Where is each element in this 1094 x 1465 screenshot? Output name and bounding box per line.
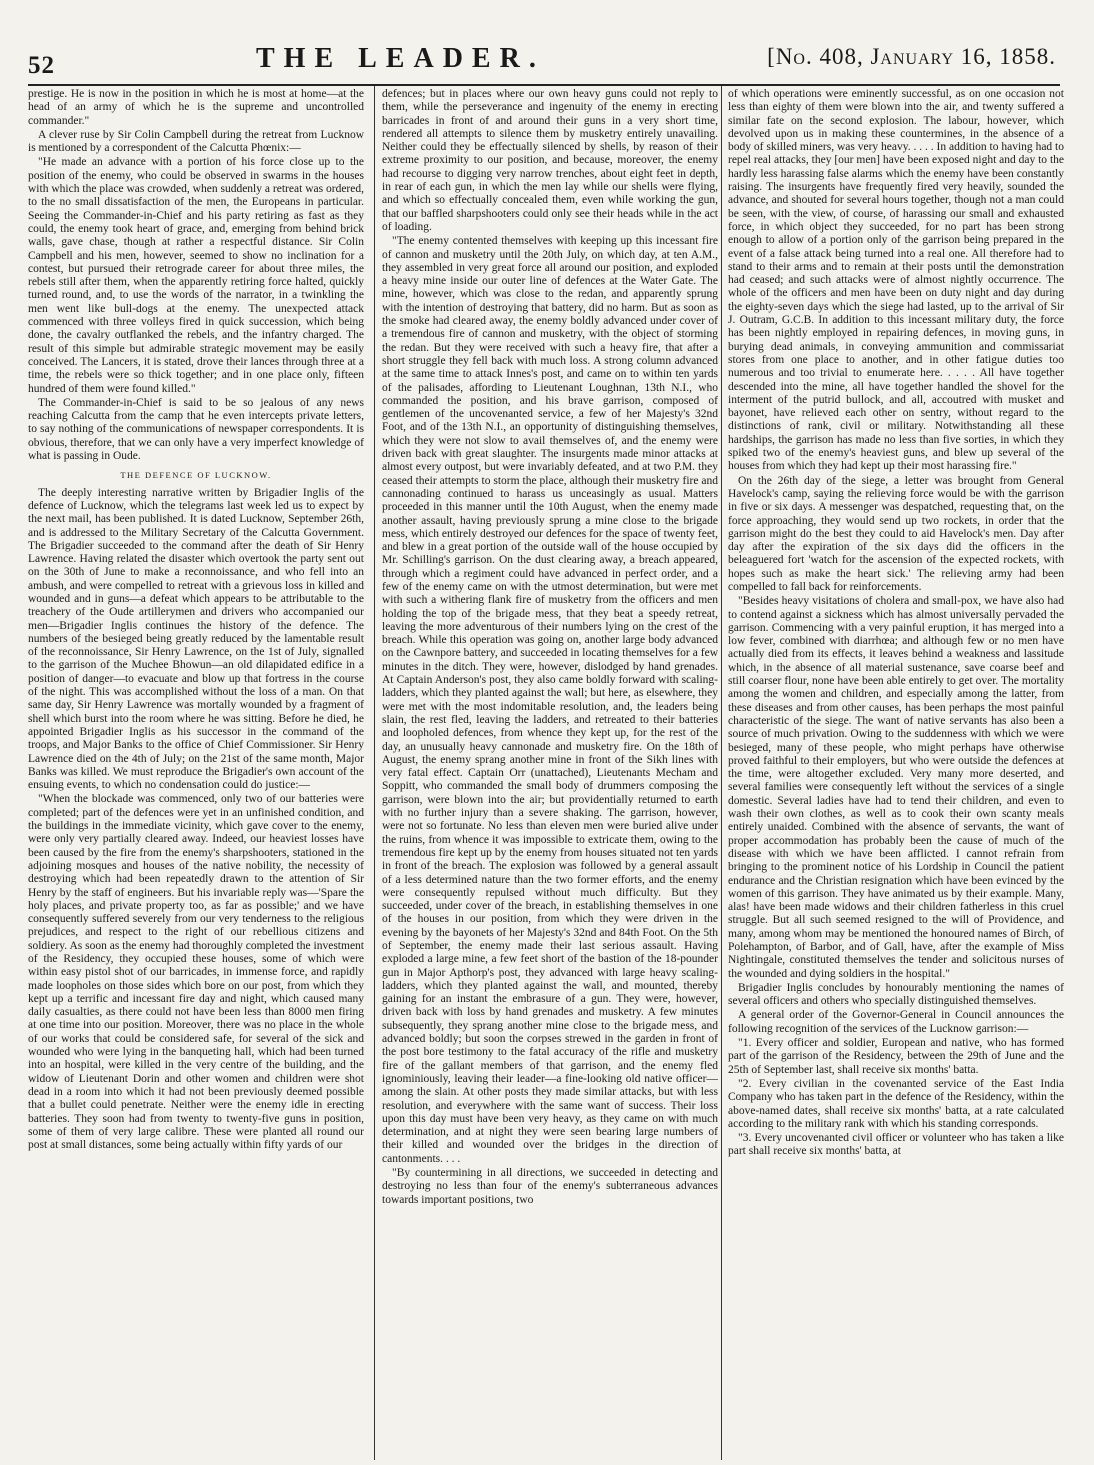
paragraph: "The enemy contented themselves with keeping up this incessant fire of cannon and musketry until the 20th July, on which day, at ten A.M., they assembled in very great force all around our position, and exploded a heavy mine inside our outer line of defences at the Water Gate. The mine, however, which was close to the redan, and apparently sprung with the intention of destroying that battery, did no harm. But as soon as the smoke had cleared away, the enemy boldly advanced under cover of a tremendous fire of cannon and musketry, with the object of storming the redan. But they were received with such a heavy fire, that after a short struggle they fell back with much loss. A strong column advanced at the same time to attack Innes's post, and came on to within ten yards of the palisades, affording to Lieutenant Loughnan, 13th N.I., who commanded the position, and his brave garrison, composed of gentlemen of the uncovenanted service, a few of her Majesty's 32nd Foot, and of the 13th N.I., an opportunity of distinguishing themselves, which they were not slow to avail themselves of, and the enemy were driven back with great slaughter. The insurgents made minor attacks at almost every outpost, but were invariably defeated, and at two P.M. they ceased their attempts to storm the place, although their musketry fire and cannonading continued to harass us unceasingly as usual. Matters proceeded in this manner until the 10th August, when the enemy made another assault, having previously sprung a mine close to the brigade mess, which entirely destroyed our defences for the space of twenty feet, and blew in a great portion of the outside wall of the house occupied by Mr. Schilling's garrison. On the dust clearing away, a breach appeared, through which a regiment could have advanced in perfect order, and a few of the enemy came on with the utmost determination, but were met with such a withering flank fire of musketry from the officers and men holding the top of the brigade mess, that they beat a speedy retreat, leaving the more adventurous of their numbers lying on the crest of the breach. While this operation was going on, another large body advanced on the Cawnpore battery, and succeeded in locating themselves for a few minutes in the ditch. They were, however, dislodged by hand grenades. At Captain Anderson's post, they also came boldly forward with scaling-ladders, which they planted against the wall; but here, as elsewhere, they were met with the most indomitable resolution, and, the leaders being slain, the rest fled, leaving the ladders, and retreated to their batteries and loopholed defences, from whence they kept up, for the rest of the day, an unusually heavy cannonade and musketry fire. On the 18th of August, the enemy sprang another mine in front of the Sikh lines with very fatal effect. Captain Orr (unattached), Lieutenants Mecham and Soppitt, who commanded the small body of drummers composing the garrison, were blown into the air; but providentially returned to earth with no further injury than a severe shaking. The garrison, however, were not so fortunate. No less than eleven men were buried alive under the ruins, from whence it was impossible to extricate them, owing to the tremendous fire kept up by the enemy from houses situated not ten yards in front of the breach. The explosion was followed by a general assault of a less determined nature than the two former efforts, and the enemy were consequently repulsed without much difficulty. But they succeeded, under cover of the breach, in establishing themselves in one of the houses in our position, from which they were driven in the evening by the bayonets of her Majesty's 32nd and 84th Foot. On the 5th of September, the enemy made their last serious assault. Having exploded a large mine, a few feet short of the bastion of the 18-pounder gun in Major Apthorp's post, they advanced with large heavy scaling-ladders, which they planted against the wall, and mounted, thereby gaining for an instant the embrasure of a gun. They were, however, driven back with loss by hand grenades and musketry. A few minutes subsequently, they sprang another mine close to the brigade mess, and advanced boldly; but soon the corpses strewed in the garden in front of the post bore testimony to the fatal accuracy of the rifle and musketry fire of the gallant members of that garrison, and the enemy fled ignominiously, leaving their leader—a fine-looking old native officer—among the slain. At other posts they made similar attacks, but with less resolution, and everywhere with the same want of success. Their loss upon this day must have been very heavy, as they came on with much determination, and at night they were seen bearing large numbers of their killed and wounded over the bridges in the direction of cantonments. . . . xyxy=(382,235,718,1165)
paragraph: A general order of the Governor-General in Council announces the following recognition of the services of the Lucknow garrison:— xyxy=(728,1009,1064,1035)
page-header xyxy=(28,38,1064,82)
paragraph: defences; but in places where our own heavy guns could not reply to them, while the perseverance and ingenuity of the enemy in erecting barricades in front of and around their guns in a very short time, rendered all attempts to silence them by musketry entirely unavailing. Neither could they be effectually silenced by shells, by reason of their extreme proximity to our position, and because, moreover, the enemy had recourse to digging very narrow trenches, about eight feet in depth, in rear of each gun, in which the men lay while our shells were flying, and which so effectually concealed them, even while working the gun, that our baffled sharpshooters could only see their heads while in the act of loading. xyxy=(382,88,718,233)
section-heading: THE DEFENCE OF LUCKNOW. xyxy=(120,470,272,481)
column-divider-2 xyxy=(721,86,722,1460)
paragraph: The deeply interesting narrative written by Brigadier Inglis of the defence of Lucknow, which the telegrams last week led us to expect by the next mail, has been published. It is dated Lucknow, September 26th, and is addressed to the Military Secretary of the Calcutta Government. The Brigadier succeeded to the command after the death of Sir Henry Lawrence. Having related the disaster which overtook the party sent out on the 30th of June to make a reconnoissance, and who fell into an ambush, and were compelled to retreat with a grievous loss in killed and wounded and in guns—a defeat which appears to be attributable to the treachery of the Oude artillerymen and drivers who accompanied our men—Brigadier Inglis continues the history of the defence. The numbers of the besieged being greatly reduced by the lamentable result of the reconnoissance, Sir Henry Lawrence, on the 1st of July, signalled to the garrison of the Muchee Bhowun—an old dilapidated edifice in a position of danger—to evacuate and blow up that fortress in the course of the night. This was accomplished without the loss of a man. On that same day, Sir Henry Lawrence was mortally wounded by a fragment of shell which burst into the room where he was sitting. Before he died, he appointed Brigadier Inglis as his successor in the command of the troops, and Major Banks to the office of Chief Commissioner. Sir Henry Lawrence died on the 4th of July; on the 21st of the same month, Major Banks was killed. We must reproduce the Brigadier's own account of the ensuing events, to which no condensation could do justice:— xyxy=(28,486,364,792)
paragraph: "He made an advance with a portion of his force close up to the position of the enemy, who could be observed in swarms in the houses with which the place was crowded, when suddenly a retreat was ordered, to the no small dissatisfaction of the men, the Europeans in particular. Seeing the Commander-in-Chief and his party retiring as fast as they could, the enemy took heart of grace, and, emerging from behind brick walls, gave chase, though at rather a respectful distance. Sir Colin Campbell and his men, however, seemed to show no inclination for a contest, but pursued their retrograde career for about three miles, the rebels still after them, when the apparently retiring force halted, quickly turned round, and, to use the words of the narrator, in a twinkling the men went like bull-dogs at the enemy. The unexpected attack commenced with three volleys fired in quick succession, which being done, the cavalry outflanked the rebels, and the infantry charged. The result of this simple but admirable strategic movement may be easily conceived. The Lancers, it is stated, drove their lances through three at a time, the rebels were so thick together; and in one place only, fifteen hundred of them were found killed." xyxy=(28,156,364,395)
page-number: 52 xyxy=(28,52,55,79)
paragraph: prestige. He is now in the position in which he is most at home—at the head of an army of which he is the supreme and uncontrolled commander." xyxy=(28,88,364,127)
paragraph: "Besides heavy visitations of cholera and small-pox, we have also had to contend against a sickness which has almost universally pervaded the garrison. Commencing with a very painful eruption, it has merged into a low fever, combined with diarrhœa; and although few or no men have actually died from its effects, it leaves behind a weakness and lassitude which, in the absence of all material sustenance, save coarse beef and still coarser flour, none have been able entirely to get over. The mortality among the women and children, and especially among the latter, from these diseases and from other causes, has been perhaps the most painful characteristic of the siege. The want of native servants has also been a source of much privation. Owing to the suddenness with which we were besieged, many of these people, who might perhaps have otherwise proved faithful to their employers, but who were outside the defences at the time, were altogether excluded. Very many more deserted, and several families were consequently left without the services of a single domestic. Several ladies have had to tend their children, and even to wash their own clothes, as well as to cook their own scanty meals entirely unaided. Combined with the absence of servants, the want of proper accommodation has probably been the cause of much of the disease with which we have been afflicted. I cannot refrain from bringing to the prominent notice of his Lordship in Council the patient endurance and the Christian resignation which have been evinced by the women of this garrison. They have animated us by their example. Many, alas! have been made widows and their children fatherless in this cruel struggle. But all such seemed resigned to the will of Providence, and many, among whom may be mentioned the honoured names of Birch, of Polehampton, of Barbor, and of Gall, have, after the example of Miss Nightingale, constituted themselves the tender and solicitous nurses of the wounded and dying soldiers in the hospital." xyxy=(728,595,1064,980)
column-1 xyxy=(28,88,364,1460)
paragraph: The Commander-in-Chief is said to be so jealous of any news reaching Calcutta from the camp that he even intercepts private letters, to say nothing of the communications of newspaper correspondents. It is obvious, therefore, that we can only have a very imperfect knowledge of what is passing in Oude. xyxy=(28,396,364,463)
paragraph: of which operations were eminently successful, as on one occasion not less than eighty of them were blown into the air, and twenty suffered a similar fate on the second explosion. The labour, however, which devolved upon us in making these countermines, in the absence of a body of skilled miners, was very heavy. . . . . In addition to having had to repel real attacks, they [our men] have been exposed night and day to the hardly less harassing false alarms which the enemy have been constantly raising. The insurgents have frequently fired very heavily, sounded the advance, and shouted for several hours together, though not a man could be seen, with the view, of course, of harassing our small and exhausted force, in which object they succeeded, for no part has been strong enough to allow of a portion only of the garrison being prepared in the event of a false attack being turned into a real one. All therefore had to stand to their arms and to remain at their posts until the demonstration had ceased; and such attacks were of almost nightly occurrence. The whole of the officers and men have been on duty night and day during the eighty-seven days which the siege had lasted, up to the arrival of Sir J. Outram, G.C.B. In addition to this incessant military duty, the force has been nightly employed in repairing defences, in moving guns, in burying dead animals, in conveying ammunition and commissariat stores from one place to another, and in other fatigue duties too numerous and too trivial to enumerate here. . . . . All have together descended into the mine, all have together handled the shovel for the interment of the putrid bullock, and all, accoutred with musket and bayonet, have relieved each other on sentry, without regard to the distinctions of rank, civil or military. Notwithstanding all these hardships, the garrison has made no less than five sorties, in which they spiked two of the enemy's heaviest guns, and blew up several of the houses from which they had kept up their most harassing fire." xyxy=(728,88,1064,473)
header-rule xyxy=(28,84,1060,86)
masthead-title: THE LEADER. xyxy=(256,43,545,74)
paragraph: Brigadier Inglis concludes by honourably mentioning the names of several officers and others who specially distinguished themselves. xyxy=(728,981,1064,1008)
paragraph: "By countermining in all directions, we succeeded in detecting and destroying no less than four of the enemy's subterraneous advances towards important positions, two xyxy=(382,1167,718,1206)
paragraph: "1. Every officer and soldier, European and native, who has formed part of the garrison of the Residency, between the 29th of June and the 25th of September last, shall receive six months' batta. xyxy=(728,1037,1064,1076)
issue-line: [No. 408, January 16, 1858. xyxy=(767,44,1056,69)
paragraph: "When the blockade was commenced, only two of our batteries were completed; part of the defences were yet in an unfinished condition, and the buildings in the immediate vicinity, which gave cover to the enemy, were only very partially cleared away. Indeed, our heaviest losses have been caused by the fire from the enemy's sharpshooters, stationed in the adjoining mosques and houses of the native nobility, the necessity of destroying which had been repeatedly drawn to the attention of Sir Henry by the staff of engineers. But his invariable reply was—'Spare the holy places, and private property too, as far as possible;' and we have consequently suffered severely from our very tenderness to the religious prejudices, and respect to the right of our rebellious citizens and soldiery. As soon as the enemy had thoroughly completed the investment of the Residency, they occupied these houses, some of which were within easy pistol shot of our barricades, in immense force, and rapidly made loopholes on those sides which bore on our post, from which they kept up a terrific and incessant fire day and night, which caused many daily casualties, as there could not have been less than 8000 men firing at one time into our position. Moreover, there was no place in the whole of our works that could be considered safe, for several of the sick and wounded who were lying in the banqueting hall, which had been turned into an hospital, were killed in the very centre of the building, and the widow of Lieutenant Dorin and other women and children were shot dead in a room into which it had not been previously deemed possible that a bullet could penetrate. Neither were the enemy idle in erecting batteries. They soon had from twenty to twenty-five guns in position, some of them of very large calibre. These were planted all round our post at small distances, some being actually within fifty yards of our xyxy=(28,793,364,1152)
column-divider-1 xyxy=(374,86,375,1460)
paragraph: "2. Every civilian in the covenanted service of the East India Company who has taken part in the defence of the Residency, within the above-named dates, shall receive six months' batta, at a rate calculated according to the military rank with which his standing corresponds. xyxy=(728,1077,1064,1130)
column-3 xyxy=(728,88,1064,1460)
paragraph: A clever ruse by Sir Colin Campbell during the retreat from Lucknow is mentioned by a correspondent of the Calcutta Phœnix:— xyxy=(28,128,364,155)
column-2 xyxy=(382,88,718,1460)
paragraph: On the 26th day of the siege, a letter was brought from General Havelock's camp, saying the relieving force would be with the garrison in five or six days. A messenger was despatched, requesting that, on the force approaching, they would send up two rockets, in order that the garrison might do the best they could to aid Havelock's men. Day after day after the expiration of the six days did the officers in the beleaguered fort 'watch for the ascension of the expected rockets, with hopes such as make the heart sick.' The relieving army had been compelled to fall back for reinforcements. xyxy=(728,474,1064,593)
paragraph: "3. Every uncovenanted civil officer or volunteer who has taken a like part shall receive six months' batta, at xyxy=(728,1132,1064,1158)
